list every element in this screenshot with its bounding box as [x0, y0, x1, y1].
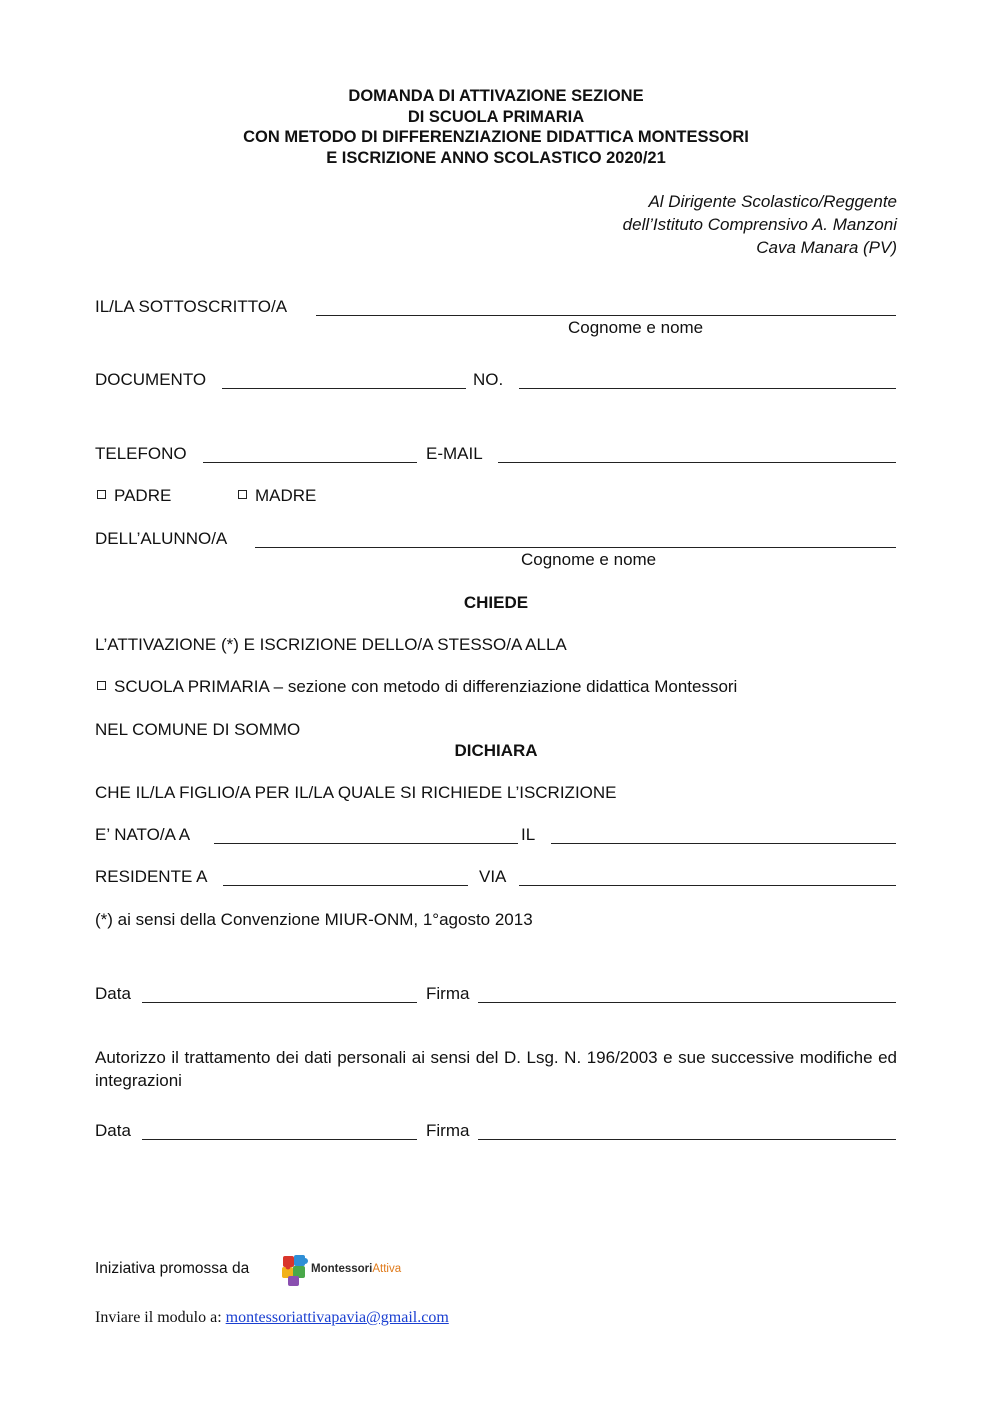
name-caption: Cognome e nome — [521, 550, 657, 569]
name-caption: Cognome e nome — [568, 318, 704, 337]
email-label: E-MAIL — [426, 444, 483, 463]
padre-checkbox[interactable] — [97, 490, 106, 499]
il-label: IL — [521, 825, 536, 844]
logo-part-attiva: Attiva — [372, 1263, 402, 1275]
montessori-attiva-logo — [280, 1252, 415, 1288]
luogo-nascita-field[interactable] — [214, 843, 518, 844]
email-field[interactable] — [498, 462, 896, 463]
via-label: VIA — [479, 867, 507, 886]
firma-label: Firma — [426, 1121, 470, 1140]
document-title — [0, 86, 992, 168]
send-form-line — [95, 1309, 449, 1327]
chiede-heading: CHIEDE — [463, 593, 529, 612]
alunno-name-field[interactable] — [255, 547, 896, 548]
logo-part-montessori: Montessori — [311, 1263, 373, 1275]
telefono-label: TELEFONO — [95, 444, 187, 463]
title-line: DI SCUOLA PRIMARIA — [407, 107, 585, 126]
title-line: DOMANDA DI ATTIVAZIONE SEZIONE — [348, 87, 644, 105]
data-field[interactable] — [142, 1139, 417, 1140]
padre-option[interactable] — [97, 486, 171, 506]
scuola-primaria-label: SCUOLA PRIMARIA – sezione con metodo di differenziazione didattica Montessori — [114, 677, 738, 696]
via-field[interactable] — [519, 885, 896, 886]
firma-field[interactable] — [478, 1002, 896, 1003]
promoted-by-text: Iniziativa promossa da — [95, 1260, 250, 1277]
title-line: CON METODO DI DIFFERENZIAZIONE DIDATTICA MONTESSORI — [243, 128, 749, 146]
residenza-field[interactable] — [223, 885, 468, 886]
title-line: E ISCRIZIONE ANNO SCOLASTICO 2020/21 — [326, 148, 666, 167]
documento-field[interactable] — [222, 388, 466, 389]
data-field[interactable] — [142, 1002, 417, 1003]
dichiara-heading: DICHIARA — [454, 741, 538, 760]
recipient-line: Cava Manara (PV) — [756, 238, 897, 257]
send-label: Inviare il modulo a: — [95, 1309, 222, 1326]
scuola-primaria-checkbox[interactable] — [97, 681, 106, 690]
data-label: Data — [95, 1121, 131, 1140]
puzzle-logo-icon — [280, 1252, 312, 1288]
telefono-field[interactable] — [203, 462, 417, 463]
data-label: Data — [95, 984, 131, 1003]
comune-text: NEL COMUNE DI SOMMO — [95, 720, 301, 739]
documento-label: DOCUMENTO — [95, 370, 207, 389]
numero-field[interactable] — [519, 388, 896, 389]
dichiara-text: CHE IL/LA FIGLIO/A PER IL/LA QUALE SI RICHIEDE L’ISCRIZIONE — [95, 783, 617, 802]
firma-label: Firma — [426, 984, 470, 1003]
recipient-line: dell’Istituto Comprensivo A. Manzoni — [622, 215, 897, 234]
residente-label: RESIDENTE A — [95, 867, 208, 886]
recipient-line: Al Dirigente Scolastico/Reggente — [648, 192, 897, 211]
nato-label: E’ NATO/A A — [95, 825, 191, 844]
convenzione-note: (*) ai sensi della Convenzione MIUR-ONM, 1°agosto 2013 — [95, 910, 533, 929]
chiede-text: L’ATTIVAZIONE (*) E ISCRIZIONE DELLO/A STESSO/A ALLA — [95, 635, 567, 654]
email-link[interactable]: montessoriattivapavia@gmail.com — [225, 1309, 449, 1326]
firma-field[interactable] — [478, 1139, 896, 1140]
numero-label: NO. — [473, 370, 504, 389]
logo-wordmark — [311, 1263, 401, 1275]
recipient-block — [623, 190, 897, 259]
alunno-label: DELL’ALUNNO/A — [95, 529, 228, 548]
padre-label: PADRE — [114, 486, 172, 505]
privacy-consent-text: Autorizzo il trattamento dei dati personali ai sensi del D. Lsg. N. 196/2003 e sue successive modifiche ed integrazioni — [95, 1048, 897, 1090]
scuola-primaria-option[interactable] — [97, 677, 737, 697]
sottoscritto-label: IL/LA SOTTOSCRITTO/A — [95, 297, 288, 316]
sottoscritto-name-field[interactable] — [316, 315, 896, 316]
data-nascita-field[interactable] — [551, 843, 896, 844]
madre-label: MADRE — [255, 486, 317, 505]
madre-option[interactable] — [238, 486, 316, 506]
madre-checkbox[interactable] — [238, 490, 247, 499]
